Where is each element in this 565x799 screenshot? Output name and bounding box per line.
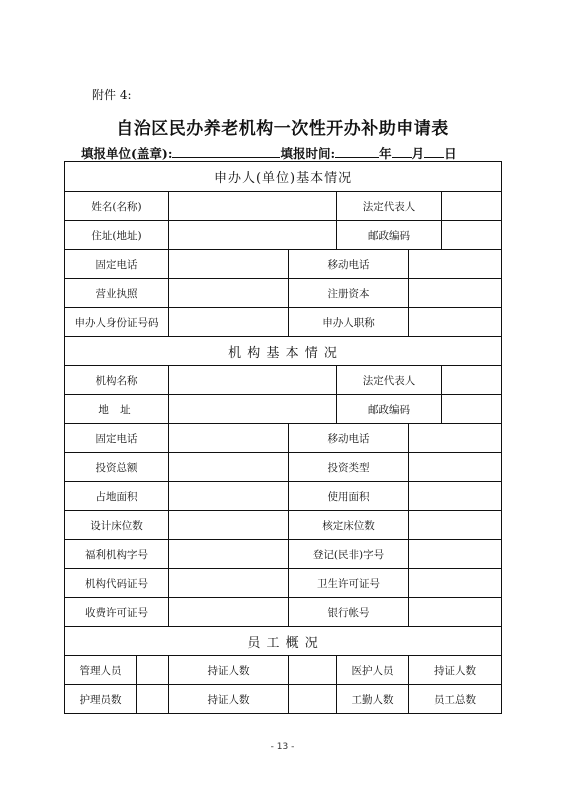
value-fee-permit[interactable] (169, 598, 289, 627)
year-blank[interactable] (335, 146, 379, 158)
value-inst-mobile[interactable] (409, 424, 502, 453)
label-inst-mobile: 移动电话 (289, 424, 409, 453)
label-total-invest: 投资总额 (65, 453, 169, 482)
value-phone[interactable] (169, 250, 289, 279)
label-medical: 医护人员 (337, 656, 409, 685)
label-inst-postcode: 邮政编码 (337, 395, 442, 424)
label-license: 营业执照 (65, 279, 169, 308)
value-org-code[interactable] (169, 569, 289, 598)
label-registration-no: 登记(民非)字号 (289, 540, 409, 569)
year-label: 年 (379, 146, 392, 161)
value-postcode[interactable] (442, 221, 502, 250)
value-invest-type[interactable] (409, 453, 502, 482)
label-bank-account: 银行帐号 (289, 598, 409, 627)
day-label: 日 (444, 146, 457, 161)
month-blank[interactable] (392, 146, 412, 158)
value-welfare-no[interactable] (169, 540, 289, 569)
label-invest-type: 投资类型 (289, 453, 409, 482)
value-land-area[interactable] (169, 482, 289, 511)
value-address[interactable] (169, 221, 337, 250)
value-nursing[interactable] (137, 685, 169, 714)
value-id-number[interactable] (169, 308, 289, 337)
label-workers: 工勤人数 (337, 685, 409, 714)
label-inst-address: 地 址 (65, 395, 169, 424)
label-approved-beds: 核定床位数 (289, 511, 409, 540)
fill-info-row (81, 144, 457, 162)
value-certified-1[interactable] (289, 656, 337, 685)
value-reg-capital[interactable] (409, 279, 502, 308)
value-legal-rep[interactable] (442, 192, 502, 221)
value-job-title[interactable] (409, 308, 502, 337)
month-label: 月 (411, 146, 425, 161)
label-reg-capital: 注册资本 (289, 279, 409, 308)
value-inst-phone[interactable] (169, 424, 289, 453)
label-job-title: 申办人职称 (289, 308, 409, 337)
label-inst-legal-rep: 法定代表人 (337, 366, 442, 395)
label-certified-2: 持证人数 (409, 656, 502, 685)
label-nursing: 护理员数 (65, 685, 137, 714)
value-license[interactable] (169, 279, 289, 308)
section-staff-title: 员 工 概 况 (65, 627, 502, 656)
value-registration-no[interactable] (409, 540, 502, 569)
label-phone: 固定电话 (65, 250, 169, 279)
label-total-staff: 员工总数 (409, 685, 502, 714)
unit-blank[interactable] (172, 146, 280, 158)
value-bank-account[interactable] (409, 598, 502, 627)
label-welfare-no: 福利机构字号 (65, 540, 169, 569)
label-land-area: 占地面积 (65, 482, 169, 511)
application-form-table (64, 161, 502, 714)
label-name: 姓名(名称) (65, 192, 169, 221)
label-managers: 管理人员 (65, 656, 137, 685)
section-institution-title: 机 构 基 本 情 况 (65, 337, 502, 366)
value-managers[interactable] (137, 656, 169, 685)
value-total-invest[interactable] (169, 453, 289, 482)
label-inst-phone: 固定电话 (65, 424, 169, 453)
label-legal-rep: 法定代表人 (337, 192, 442, 221)
label-mobile: 移动电话 (289, 250, 409, 279)
label-org-code: 机构代码证号 (65, 569, 169, 598)
day-blank[interactable] (424, 146, 444, 158)
label-use-area: 使用面积 (289, 482, 409, 511)
value-use-area[interactable] (409, 482, 502, 511)
label-certified-1: 持证人数 (169, 656, 289, 685)
value-inst-legal-rep[interactable] (442, 366, 502, 395)
label-inst-name: 机构名称 (65, 366, 169, 395)
value-approved-beds[interactable] (409, 511, 502, 540)
value-health-permit[interactable] (409, 569, 502, 598)
form-title: 自治区民办养老机构一次性开办补助申请表 (116, 119, 449, 139)
label-id-number: 申办人身份证号码 (65, 308, 169, 337)
label-fee-permit: 收费许可证号 (65, 598, 169, 627)
value-design-beds[interactable] (169, 511, 289, 540)
label-health-permit: 卫生许可证号 (289, 569, 409, 598)
page-number: - 13 - (270, 742, 295, 752)
value-mobile[interactable] (409, 250, 502, 279)
value-certified-3[interactable] (289, 685, 337, 714)
time-label: 填报时间: (280, 146, 336, 161)
attachment-label: 附件 4: (92, 88, 132, 102)
value-name[interactable] (169, 192, 337, 221)
section-applicant-title: 申办人(单位)基本情况 (65, 162, 502, 192)
value-inst-address[interactable] (169, 395, 337, 424)
unit-label: 填报单位(盖章): (81, 146, 173, 161)
label-postcode: 邮政编码 (337, 221, 442, 250)
value-inst-name[interactable] (169, 366, 337, 395)
label-design-beds: 设计床位数 (65, 511, 169, 540)
label-address: 住址(地址) (65, 221, 169, 250)
value-inst-postcode[interactable] (442, 395, 502, 424)
label-certified-3: 持证人数 (169, 685, 289, 714)
